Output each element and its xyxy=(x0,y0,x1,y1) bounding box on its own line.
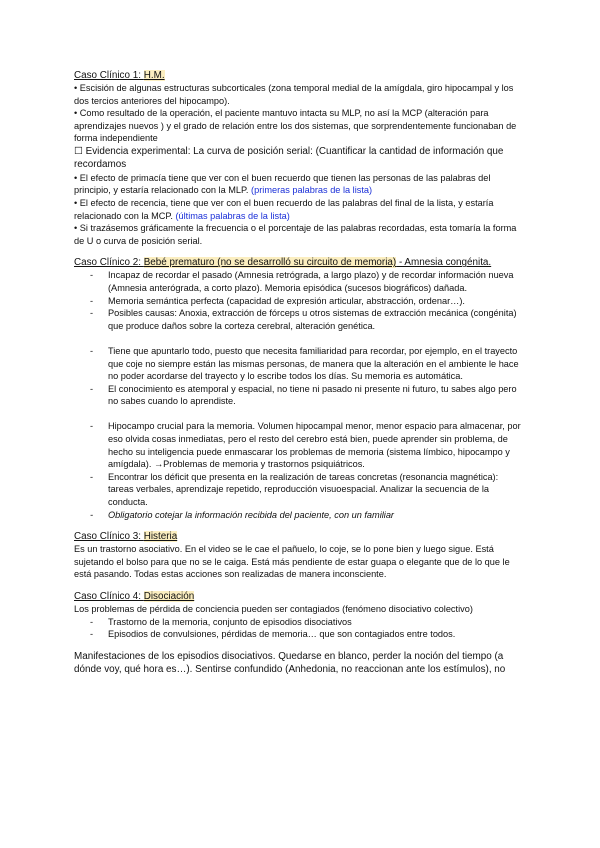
case-3-heading-prefix: Caso Clínico 3: xyxy=(74,531,144,543)
case-1-recency-text: • El efecto de recencia, tiene que ver con el buen recuerdo de las palabras del final de la lista, y estaría relacionado con la MCP. xyxy=(74,197,494,221)
case-1-paragraph: • Como resultado de la operación, el paciente mantuvo intacta su MLP, no así la MCP (alteración para aprendizajes nuevos ) y el grado de relación entre los dos sistemas, que sorprendentemente funcionaban de forma independiente xyxy=(74,108,517,144)
case-1-heading xyxy=(74,69,526,82)
case-2-heading-prefix: Caso Clínico 2: xyxy=(74,257,144,269)
case-1-evidence-text: Evidencia experimental: La curva de posición serial: (Cuantificar la cantidad de información que recordamos xyxy=(74,145,504,171)
case-2-heading-suffix: - Amnesia congénita. xyxy=(396,257,492,269)
case-1-recency-note: (últimas palabras de la lista) xyxy=(175,210,290,221)
manifestations-section xyxy=(74,650,526,677)
case-1-primacy-text: • El efecto de primacía tiene que ver con el buen recuerdo que tienen las personas de las palabras del principio, y estaría relacionado con la MLP. xyxy=(74,172,491,196)
list-item: - Episodios de convulsiones, pérdidas de memoria… que son contagiados entre todos. xyxy=(74,628,526,641)
list-item: - Hipocampo crucial para la memoria. Volumen hipocampal menor, menor espacio para almacenar, por eso olvida cosas inmediatas, pero el resto del cerebro está bien, puede aprender sin problema, de hecho su inteligencia puede enmascarar los problemas de memoria (sistema límbico, hipocampo y amígdala). →Problemas de memoria y trastornos psiquiátricos. xyxy=(74,420,526,470)
case-4-heading-prefix: Caso Clínico 4: xyxy=(74,591,144,602)
case-3-heading xyxy=(74,530,526,543)
case-1-paragraph: • Si trazásemos gráficamente la frecuencia o el porcentaje de las palabras recordadas, esta tomaría la forma de U o curva de posición serial. xyxy=(74,223,517,246)
case-3-section xyxy=(74,530,526,581)
case-1-section xyxy=(74,69,526,247)
case-2-section xyxy=(74,256,526,521)
case-3-paragraph: Es un trastorno asociativo. En el video se le cae el pañuelo, lo coje, se lo pone bien y luego sigue. Está sujetando el bolso para que no se le caiga. Está más pendiente de estar guapa o elegante que de lo que le está pasando. Todas estas acciones son realizadas de manera inconsciente. xyxy=(74,544,510,580)
list-item: - El conocimiento es atemporal y espacial, no tiene ni pasado ni presente ni futuro, tu sabes algo pero no sabes cuando lo aprendiste. xyxy=(74,383,526,408)
list-item: - Incapaz de recordar el pasado (Amnesia retrógrada, a largo plazo) y de recordar información nueva (Amnesia anterógrada, a corto plazo). Memoria episódica (sucesos biográficos) dañada. xyxy=(74,269,526,294)
case-4-list xyxy=(74,616,526,641)
case-2-list xyxy=(74,420,526,521)
list-item: - Memoria semántica perfecta (capacidad de expresión articular, abstracción, ordenar…). xyxy=(74,295,526,308)
list-item: - Obligatorio cotejar la información recibida del paciente, con un familiar xyxy=(74,509,526,522)
case-2-list xyxy=(74,269,526,332)
document-page xyxy=(74,69,526,677)
spacer xyxy=(74,332,526,345)
case-1-evidence xyxy=(74,145,526,172)
checkbox-icon: ☐ xyxy=(74,145,83,157)
case-4-section xyxy=(74,590,526,641)
case-2-heading-name: Bebé prematuro (no se desarrolló su circuito de memoria) xyxy=(143,257,397,269)
case-2-list xyxy=(74,345,526,408)
case-1-primacy-note: (primeras palabras de la lista) xyxy=(251,185,373,196)
manifestations-paragraph: Manifestaciones de los episodios disociativos. Quedarse en blanco, perder la noción del tiempo (a dónde voy, qué hora es…). Sentirse confundido (Anhedonia, no reaccionan ante los estímulos), no xyxy=(74,650,506,676)
list-item: - Encontrar los déficit que presenta en la realización de tareas concretas (resonancia magnética): tareas verbales, aprendizaje repetido, reproducción visuoespacial. Analizar la secuencia de la conducta. xyxy=(74,471,526,509)
case-1-paragraph: • Escisión de algunas estructuras subcorticales (zona temporal medial de la amígdala, giro hipocampal y los dos tercios anteriores del hipocampo). xyxy=(74,83,514,106)
case-3-heading-name: Histeria xyxy=(143,531,178,543)
case-1-heading-prefix: Caso Clínico 1: xyxy=(74,70,144,81)
case-1-primacy xyxy=(74,172,526,197)
case-1-recency xyxy=(74,197,526,222)
case-4-paragraph: Los problemas de pérdida de conciencia pueden ser contagiados (fenómeno disociativo colectivo) xyxy=(74,604,473,614)
list-item: - Tiene que apuntarlo todo, puesto que necesita familiaridad para recordar, por ejemplo, en el trayecto que coje no siempre están las mismas personas, de manera que la alteración en el ambiente le hace no poder acordarse del trayecto y lo escribe todos los días. Su memoria es automática. xyxy=(74,345,526,383)
spacer xyxy=(74,408,526,421)
case-1-heading-name: H.M. xyxy=(143,70,165,81)
case-2-heading xyxy=(74,256,526,269)
case-4-heading xyxy=(74,590,526,603)
list-item: - Posibles causas: Anoxia, extracción de fórceps u otros sistemas de extracción mecánica (congénita) que produce daños sobre la corteza cerebral, alteración genética. xyxy=(74,307,526,332)
case-4-heading-name: Disociación xyxy=(143,591,195,602)
list-item: - Trastorno de la memoria, conjunto de episodios disociativos xyxy=(74,616,526,629)
